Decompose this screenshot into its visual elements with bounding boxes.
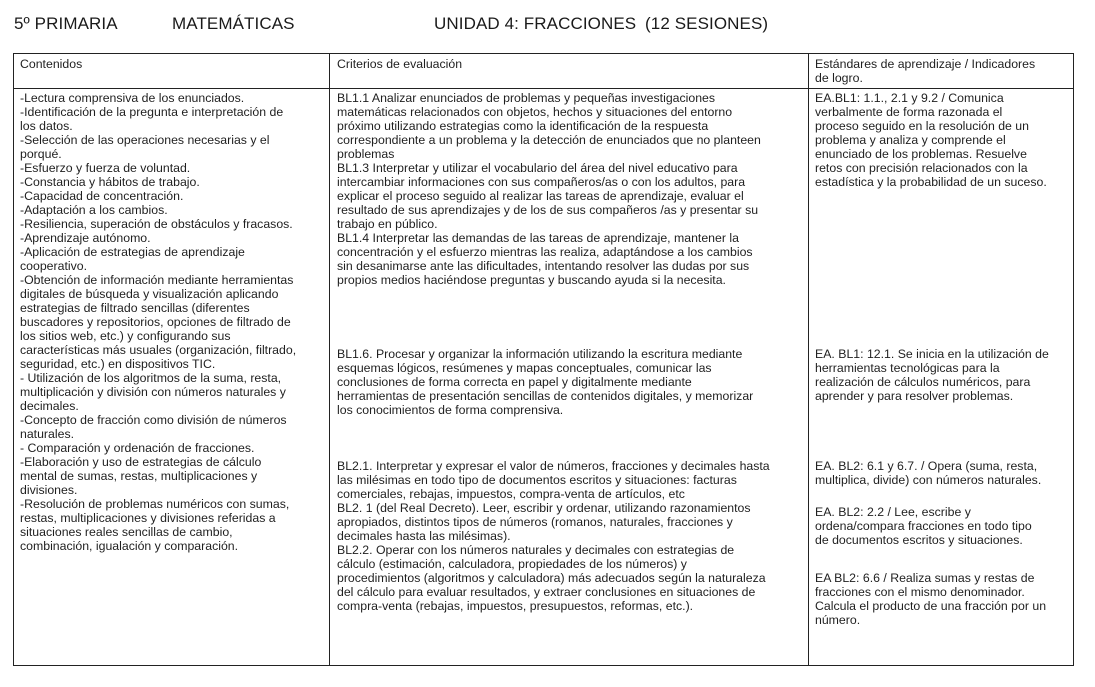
- column-header-estandares: Estándares de aprendizaje / Indicadores de logro.: [815, 57, 1036, 85]
- criterios-block-bl2: BL2.1. Interpretar y expresar el valor de números, fracciones y decimales hasta las milésimas en todo tipo de documentos escritos y situaciones: facturas comerciales, rebajas, impuestos, compra-venta de artículos, etc BL2. 1 (del Real Decreto). Leer, escribir y ordenar, utilizando razonamientos apropiados, distintos tipos de números (romanos, naturales, fracciones y decimales hasta las milésimas). BL2.2. Operar con los números naturales y decimales con estrategias de cálculo (estimación, calculadora, propiedades de los números) y procedimientos (algoritmos y calculadora) más adecuados según la naturaleza del cálculo para evaluar resultados, y extraer conclusiones en situaciones de compra-venta (rebajas, impuestos, presupuestos, reformas, etc.).: [337, 459, 770, 613]
- subject-label: MATEMÁTICAS: [172, 14, 295, 33]
- column-header-contenidos: Contenidos: [20, 57, 83, 71]
- curriculum-table: [13, 53, 1074, 666]
- criterios-block-bl1-6: BL1.6. Procesar y organizar la información utilizando la escritura mediante esquemas lógicos, resúmenes y mapas conceptuales, comunicar las conclusiones de forma correcta en papel y digitalmente mediante herramientas de presentación sencillas de contenidos digitales, y memorizar los conocimientos de forma comprensiva.: [337, 347, 754, 417]
- estandar-block-4: EA. BL2: 2.2 / Lee, escribe y ordena/compara fracciones en todo tipo de documentos escritos y situaciones.: [815, 505, 1032, 547]
- contenidos-cell: -Lectura comprensiva de los enunciados. -Identificación de la pregunta e interpretación de los datos. -Selección de las operaciones necesarias y el porqué. -Esfuerzo y fuerza de voluntad. -Constancia y hábitos de trabajo. -Capacidad de concentración. -Adaptación a los cambios. -Resiliencia, superación de obstáculos y fracasos. -Aprendizaje autónomo. -Aplicación de estrategias de aprendizaje cooperativo. -Obtención de información mediante herramientas digitales de búsqueda y visualización aplicando estrategias de filtrado sencillas (diferentes buscadores y repositorios, opciones de filtrado de los sitios web, etc.) y configurando sus características más usuales (organización, filtrado, seguridad, etc.) en dispositivos TIC. - Utilización de los algoritmos de la suma, resta, multiplicación y división con números naturales y decimales. -Concepto de fracción como división de números naturales. - Comparación y ordenación de fracciones. -Elaboración y uso de estrategias de cálculo mental de sumas, restas, multiplicaciones y divisiones. -Resolución de problemas numéricos con sumas, restas, multiplicaciones y divisiones referidas a situaciones reales sencillas de cambio, combinación, igualación y comparación.: [20, 91, 297, 553]
- column-divider: [808, 54, 809, 665]
- estandar-block-2: EA. BL1: 12.1. Se inicia en la utilización de herramientas tecnológicas para la realización de cálculos numéricos, para aprender y para resolver problemas.: [815, 347, 1049, 403]
- column-header-criterios: Criterios de evaluación: [337, 57, 463, 71]
- header-row-divider: [14, 88, 1073, 89]
- unit-title: UNIDAD 4: FRACCIONES: [434, 14, 637, 33]
- grade-label: 5º PRIMARIA: [14, 14, 118, 33]
- estandar-block-3: EA. BL2: 6.1 y 6.7. / Opera (suma, resta, multiplica, divide) con números naturales.: [815, 459, 1042, 487]
- column-divider: [329, 54, 330, 665]
- criterios-block-bl1: BL1.1 Analizar enunciados de problemas y pequeñas investigaciones matemáticas relacionados con objetos, hechos y situaciones del entorno próximo utilizando estrategias como la identificación de la respuesta correspondiente a un problema y la detección de enunciados que no planteen problemas BL1.3 Interpretar y utilizar el vocabulario del área del nivel educativo para intercambiar informaciones con sus compañeros/as o con los adultos, para explicar el proceso seguido al realizar las tareas de aprendizaje, evaluar el resultado de sus aprendizajes y de los de sus compañeros /as y presentar su trabajo en público. BL1.4 Interpretar las demandas de las tareas de aprendizaje, mantener la concentración y el esfuerzo mientras las realiza, adaptándose a los cambios sin desanimarse ante las dificultades, intentando resolver las dudas por sus propios medios haciéndose preguntas y buscando ayuda si la necesita.: [337, 91, 761, 287]
- estandar-block-5: EA BL2: 6.6 / Realiza sumas y restas de fracciones con el mismo denominador. Calcula el producto de una fracción por un número.: [815, 571, 1047, 627]
- sessions-count: (12 SESIONES): [645, 14, 769, 33]
- estandar-block-1: EA.BL1: 1.1., 2.1 y 9.2 / Comunica verbalmente de forma razonada el proceso seguido en la resolución de un problema y analiza y comprende el enunciado de los problemas. Resuelve retos con precisión relacionados con la estadística y la probabilidad de un suceso.: [815, 91, 1047, 189]
